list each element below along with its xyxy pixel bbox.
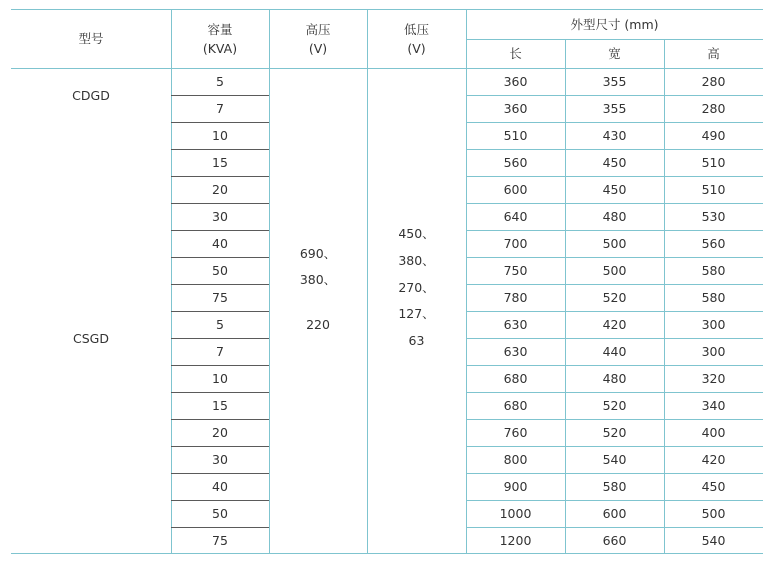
row-rule: [466, 500, 763, 501]
capacity-cell: 75: [212, 533, 228, 548]
row-rule: [171, 284, 269, 285]
row-rule: [466, 203, 763, 204]
width-cell: 480: [602, 371, 627, 386]
length-cell: 360: [503, 101, 528, 116]
length-cell: 680: [503, 371, 528, 386]
height-cell: 510: [701, 182, 726, 197]
width-cell: 600: [602, 506, 627, 521]
row-rule: [171, 365, 269, 366]
row-rule: [466, 257, 763, 258]
high-voltage-values: [269, 232, 367, 346]
height-cell: 420: [701, 452, 726, 467]
header-height: 高: [707, 46, 720, 61]
width-cell: 660: [602, 533, 627, 548]
row-rule: [171, 203, 269, 204]
height-cell: 560: [701, 236, 726, 251]
length-cell: 560: [503, 155, 528, 170]
row-rule: [466, 527, 763, 528]
top-rule: [11, 9, 763, 10]
height-cell: 320: [701, 371, 726, 386]
low-voltage-values-line: 450、: [398, 226, 435, 241]
row-rule: [171, 149, 269, 150]
header-capacity-line: 容量: [207, 21, 233, 37]
height-cell: 540: [701, 533, 726, 548]
row-rule: [171, 257, 269, 258]
height-cell: 280: [701, 74, 726, 89]
row-rule: [171, 95, 269, 96]
row-rule: [466, 473, 763, 474]
capacity-cell: 40: [212, 479, 228, 494]
row-rule: [466, 284, 763, 285]
height-cell: 450: [701, 479, 726, 494]
row-rule: [171, 527, 269, 528]
capacity-cell: 50: [212, 506, 228, 521]
width-cell: 430: [602, 128, 627, 143]
row-rule: [171, 392, 269, 393]
capacity-cell: 5: [216, 74, 224, 89]
length-cell: 700: [503, 236, 528, 251]
header-bottom-rule: [11, 68, 763, 69]
header-high-voltage-line: 高压: [305, 21, 331, 37]
width-cell: 420: [602, 317, 627, 332]
width-cell: 580: [602, 479, 627, 494]
header-capacity: [171, 9, 269, 68]
low-voltage-values: [367, 220, 466, 354]
column-rule: [269, 9, 270, 554]
width-cell: 500: [602, 263, 627, 278]
length-cell: 630: [503, 317, 528, 332]
width-cell: 355: [602, 74, 627, 89]
row-rule: [466, 176, 763, 177]
header-low-voltage: [367, 9, 466, 68]
row-rule: [466, 149, 763, 150]
model-cdgd: CDGD: [72, 87, 110, 103]
length-cell: 760: [503, 425, 528, 440]
capacity-cell: 40: [212, 236, 228, 251]
capacity-cell: 20: [212, 425, 228, 440]
length-cell: 630: [503, 344, 528, 359]
capacity-cell: 50: [212, 263, 228, 278]
length-cell: 780: [503, 290, 528, 305]
header-low-voltage-line: (V): [407, 40, 426, 56]
spec-table: [11, 9, 763, 554]
high-voltage-values-line: 220: [306, 316, 330, 332]
column-rule: [664, 39, 665, 554]
capacity-cell: 30: [212, 452, 228, 467]
capacity-cell: 7: [216, 344, 224, 359]
height-cell: 340: [701, 398, 726, 413]
width-cell: 540: [602, 452, 627, 467]
row-rule: [171, 122, 269, 123]
low-voltage-values-line: 127、: [398, 306, 435, 322]
height-cell: 280: [701, 101, 726, 116]
column-rule: [565, 39, 566, 554]
width-cell: 520: [602, 290, 627, 305]
header-low-voltage-line: 低压: [403, 21, 429, 37]
height-cell: 500: [701, 506, 726, 521]
header-capacity-line: (KVA): [202, 40, 238, 56]
height-cell: 490: [701, 128, 726, 143]
capacity-cell: 20: [212, 182, 228, 197]
height-cell: 580: [701, 290, 726, 305]
width-cell: 500: [602, 236, 627, 251]
width-cell: 480: [602, 209, 627, 224]
capacity-cell: 5: [216, 317, 224, 332]
length-cell: 1000: [499, 506, 532, 521]
row-rule: [466, 311, 763, 312]
row-rule: [171, 500, 269, 501]
length-cell: 360: [503, 74, 528, 89]
row-rule: [171, 446, 269, 447]
column-rule: [367, 9, 368, 554]
header-model: 型号: [78, 31, 104, 46]
height-cell: 300: [701, 344, 726, 359]
height-cell: 580: [701, 263, 726, 278]
row-rule: [171, 230, 269, 231]
row-rule: [466, 446, 763, 447]
low-voltage-values-line: 270、: [398, 279, 435, 295]
low-voltage-values-line: 380、: [398, 252, 435, 268]
width-cell: 450: [602, 182, 627, 197]
row-rule: [466, 365, 763, 366]
header-high-voltage-line: (V): [308, 40, 328, 56]
width-cell: 520: [602, 398, 627, 413]
row-rule: [466, 230, 763, 231]
width-cell: 450: [602, 155, 627, 170]
length-cell: 800: [503, 452, 528, 467]
length-cell: 510: [503, 128, 528, 143]
header-dimensions: 外型尺寸 (mm): [570, 16, 659, 32]
low-voltage-values-line: 63: [408, 333, 425, 349]
row-rule: [466, 338, 763, 339]
row-rule: [171, 311, 269, 312]
dimension-sub-rule: [466, 39, 763, 40]
length-cell: 1200: [499, 533, 532, 548]
bottom-rule: [11, 553, 763, 554]
header-length: 长: [509, 46, 522, 61]
capacity-cell: 30: [212, 209, 228, 224]
row-rule: [466, 392, 763, 393]
row-rule: [171, 419, 269, 420]
high-voltage-values-line: 380、: [299, 271, 337, 287]
row-rule: [171, 338, 269, 339]
length-cell: 600: [503, 182, 528, 197]
length-cell: 640: [503, 209, 528, 224]
model-csgd: CSGD: [73, 330, 109, 346]
header-width: 宽: [608, 46, 621, 61]
length-cell: 900: [503, 479, 528, 494]
height-cell: 530: [701, 209, 726, 224]
height-cell: 510: [701, 155, 726, 170]
length-cell: 750: [503, 263, 528, 278]
capacity-cell: 75: [212, 290, 228, 305]
height-cell: 400: [701, 425, 726, 440]
row-rule: [171, 473, 269, 474]
row-rule: [171, 176, 269, 177]
row-rule: [466, 95, 763, 96]
width-cell: 520: [602, 425, 627, 440]
width-cell: 355: [602, 101, 627, 116]
capacity-cell: 10: [212, 128, 228, 143]
header-high-voltage: [269, 9, 367, 68]
row-rule: [466, 419, 763, 420]
high-voltage-values-line: 690、: [299, 245, 337, 261]
height-cell: 300: [701, 317, 726, 332]
capacity-cell: 10: [212, 371, 228, 386]
capacity-cell: 15: [212, 155, 228, 170]
capacity-cell: 15: [212, 398, 228, 413]
length-cell: 680: [503, 398, 528, 413]
width-cell: 440: [602, 344, 627, 359]
row-rule: [466, 122, 763, 123]
capacity-cell: 7: [216, 101, 224, 116]
